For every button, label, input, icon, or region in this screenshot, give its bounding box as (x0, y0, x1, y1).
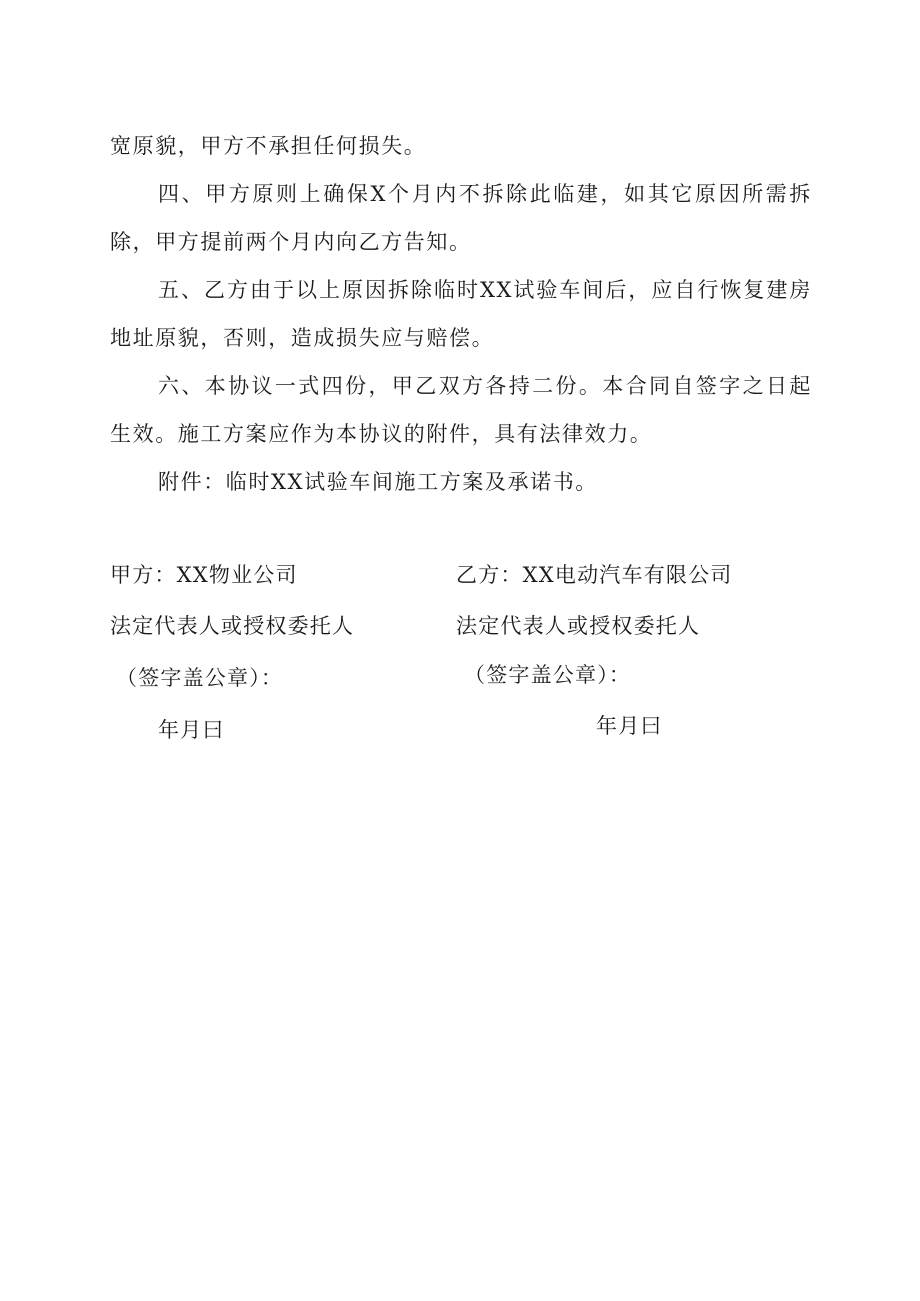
party-b-seal-note: （签字盖公章）： (464, 663, 632, 687)
paragraph-continuation: 宽原貌，甲方不承担任何损失。 (110, 134, 427, 158)
paragraph-clause-4: 四、甲方原则上确保X个月内不拆除此临建，如其它原因所需拆除，甲方提前两个月内向乙方告知。 (110, 182, 812, 254)
party-b-name: 乙方：XX电动汽车有限公司 (456, 563, 733, 587)
paragraph-clause-5: 五、乙方由于以上原因拆除临时XX试验车间后，应自行恢复建房地址原貌，否则，造成损失应与赔偿。 (110, 278, 812, 350)
party-b-representative: 法定代表人或授权委托人 (456, 614, 701, 638)
party-a-name: 甲方：XX物业公司 (110, 563, 298, 587)
party-b-date: 年月曰 (596, 714, 663, 738)
party-a-representative: 法定代表人或授权委托人 (110, 614, 355, 638)
agreement-body (110, 122, 812, 506)
paragraph-attachment: 附件：临时XX试验车间施工方案及承诺书。 (158, 470, 598, 494)
party-a-seal-note: （签字盖公章）： (116, 666, 284, 690)
paragraph-clause-6: 六、本协议一式四份，甲乙双方各持二份。本合同自签字之日起生效。施工方案应作为本协议的附件，具有法律效力。 (110, 374, 812, 446)
party-a-date: 年月曰 (158, 718, 225, 742)
